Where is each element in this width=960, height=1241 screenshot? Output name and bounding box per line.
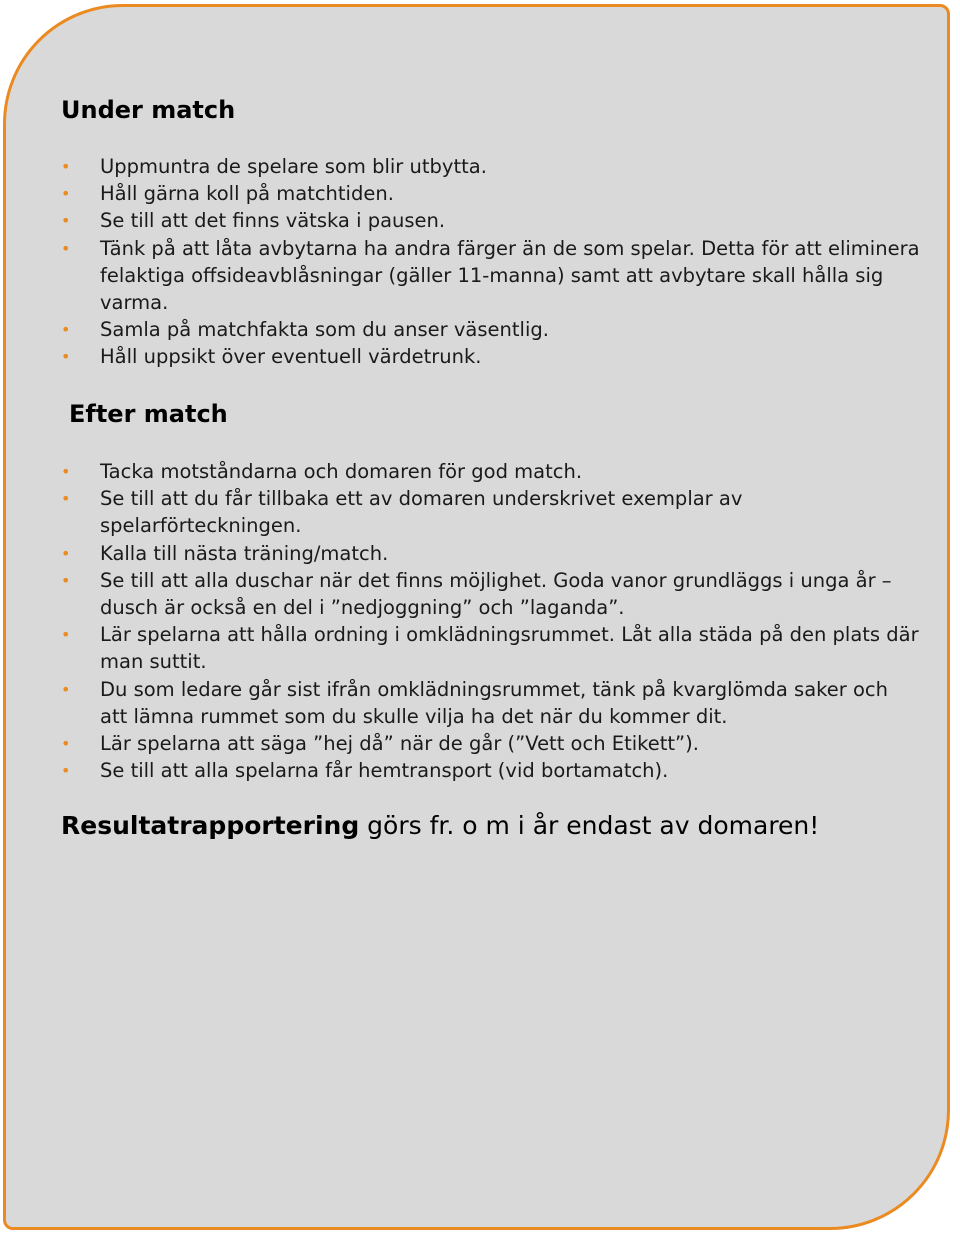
list-item xyxy=(61,235,921,317)
list-item xyxy=(61,757,921,784)
list-item-text: Tänk på att låta avbytarna ha andra färger än de som spelar. Detta för att eliminera felaktiga offsideavblåsningar (gäller 11-manna) samt att avbytare skall hålla sig varma. xyxy=(100,236,920,315)
list-item xyxy=(61,316,921,343)
section-heading-efter-match: Efter match xyxy=(69,400,228,428)
bullet-icon: • xyxy=(61,489,71,509)
bullet-icon: • xyxy=(61,157,71,176)
bullet-list-under-match xyxy=(61,153,921,371)
list-item-text: Du som ledare går sist ifrån omklädningsrummet, tänk på kvarglömda saker och att lämna rummet som du skulle vilja ha det när du kommer dit. xyxy=(100,677,888,728)
bullet-icon: • xyxy=(61,625,71,645)
list-item-text: Se till att alla spelarna får hemtransport (vid bortamatch). xyxy=(100,759,669,783)
bullet-icon: • xyxy=(61,184,71,204)
list-item xyxy=(61,730,921,757)
list-item-text: Uppmuntra de spelare som blir utbytta. xyxy=(100,155,487,178)
bullet-icon: • xyxy=(61,347,71,367)
bullet-icon: • xyxy=(61,734,71,754)
result-reporting-note xyxy=(61,809,819,843)
list-item-text: Tacka motståndarna och domaren för god match. xyxy=(100,460,583,483)
bullet-icon: • xyxy=(61,238,71,258)
result-note-bold: Resultatrapportering xyxy=(61,811,360,840)
bullet-icon: • xyxy=(61,211,71,231)
list-item xyxy=(61,153,921,180)
list-item xyxy=(61,343,921,370)
list-item xyxy=(61,485,921,539)
document-card xyxy=(3,4,950,1230)
list-item xyxy=(61,180,921,207)
list-item-text: Samla på matchfakta som du anser väsentlig. xyxy=(100,318,549,342)
list-item-text: Lär spelarna att hålla ordning i omklädningsrummet. Låt alla städa på den plats där man suttit. xyxy=(100,623,919,674)
bullet-icon: • xyxy=(61,543,71,563)
list-item-text: Håll uppsikt över eventuell värdetrunk. xyxy=(100,345,482,369)
list-item xyxy=(61,458,921,485)
bullet-icon: • xyxy=(61,761,71,781)
bullet-list-efter-match xyxy=(61,458,921,784)
list-item xyxy=(61,207,921,234)
list-item-text: Lär spelarna att säga ”hej då” när de går (”Vett och Etikett”). xyxy=(100,732,699,756)
result-note-rest: görs fr. o m i år endast av domaren! xyxy=(359,811,820,840)
section-heading-under-match: Under match xyxy=(61,96,236,124)
list-item xyxy=(61,567,921,621)
list-item-text: Se till att det finns vätska i pausen. xyxy=(100,209,446,233)
bullet-icon: • xyxy=(61,320,71,340)
bullet-icon: • xyxy=(61,462,71,481)
list-item xyxy=(61,621,921,675)
bullet-icon: • xyxy=(61,679,71,699)
bullet-icon: • xyxy=(61,570,71,590)
list-item-text: Håll gärna koll på matchtiden. xyxy=(100,182,394,206)
list-item-text: Se till att alla duschar när det finns möjlighet. Goda vanor grundläggs i unga år – dusch är också en del i ”nedjoggning” och ”laganda”. xyxy=(100,568,892,620)
list-item xyxy=(61,540,921,567)
list-item-text: Kalla till nästa träning/match. xyxy=(100,541,389,565)
list-item xyxy=(61,676,921,730)
list-item-text: Se till att du får tillbaka ett av domaren underskrivet exemplar av spelarförteckningen. xyxy=(100,487,743,538)
